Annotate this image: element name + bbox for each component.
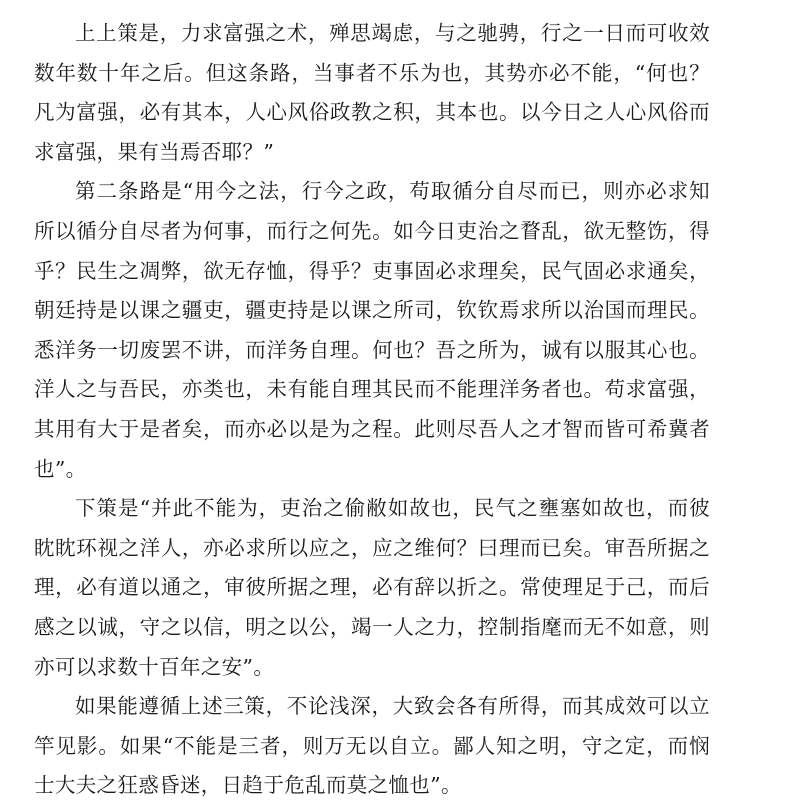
paragraph-second-strategy: 第二条路是“用今之法，行今之政，苟取循分自尽而已，则亦必求知所以循分自尽者为何事，而行之何先。如今日吏治之瞀乱，欲无整饬，得乎？民生之凋弊，欲无存恤，得乎？吏事固必求理矣，民气固必求通矣，朝廷持是以课之疆吏，疆吏持是以课之所司，钦钦焉求所以治国而理民。悉洋务一切废罢不讲，而洋务自理。何也？吾之所为，诚有以服其心也。洋人之与吾民，亦类也，未有能自理其民而不能理洋务者也。苟求富强，其用有大于是者矣，而亦必以是为之程。此则尽吾人之才智而皆可希冀者也”。: [34, 179, 710, 481]
paragraph-lower-strategy: 下策是“并此不能为，吏治之偷敝如故也，民气之壅塞如故也，而彼眈眈环视之洋人，亦必求所以应之，应之维何？曰理而已矣。审吾所据之理，必有道以通之，审彼所据之理，必有辞以折之。常使理足于己，而后感之以诚，守之以信，明之以公，竭一人之力，控制指麾而无不如意，则亦可以求数十百年之安”。: [34, 496, 710, 679]
document-body: [34, 14, 710, 806]
paragraph-conclusion: 如果能遵循上述三策，不论浅深，大致会各有所得，而其成效可以立竿见影。如果“不能是三者，则万无以自立。鄙人知之明，守之定，而悯士大夫之狂惑昏迷，日趋于危乱而莫之恤也”。: [34, 694, 710, 798]
paragraph-upper-strategy: 上上策是，力求富强之术，殚思竭虑，与之驰骋，行之一日而可收效数年数十年之后。但这条路，当事者不乐为也，其势亦必不能，“何也？凡为富强，必有其本，人心风俗政教之积，其本也。以今日之人心风俗而求富强，果有当焉否耶？”: [34, 21, 710, 164]
